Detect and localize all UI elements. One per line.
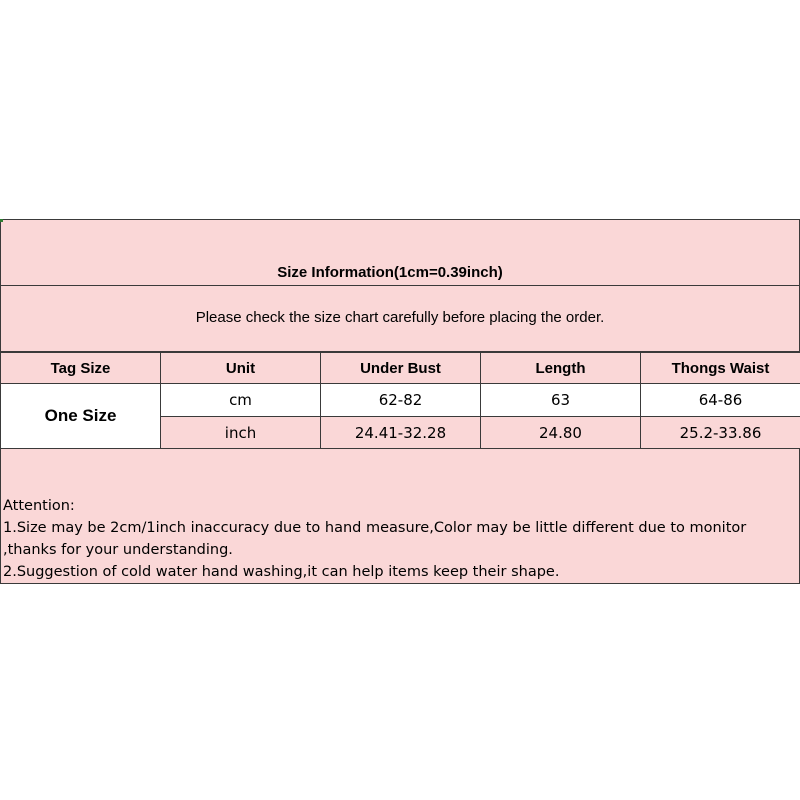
length-cell: 63 bbox=[481, 384, 641, 417]
size-chart-note: Please check the size chart carefully before placing the order. bbox=[195, 309, 605, 326]
size-table bbox=[0, 352, 800, 449]
note-row bbox=[0, 286, 800, 352]
attention-heading: Attention: bbox=[3, 498, 75, 514]
header-under-bust: Under Bust bbox=[321, 353, 481, 384]
length-cell: 24.80 bbox=[481, 417, 641, 449]
table-row bbox=[1, 384, 800, 417]
size-chart bbox=[0, 219, 800, 584]
attention-block bbox=[3, 495, 793, 583]
header-unit: Unit bbox=[161, 353, 321, 384]
table-header-row bbox=[1, 353, 800, 384]
attention-line: ,thanks for your understanding. bbox=[3, 542, 233, 558]
under-bust-cell: 62-82 bbox=[321, 384, 481, 417]
header-length: Length bbox=[481, 353, 641, 384]
header-tag-size: Tag Size bbox=[1, 353, 161, 384]
thongs-waist-cell: 64-86 bbox=[641, 384, 800, 417]
attention-line: 1.Size may be 2cm/1inch inaccuracy due to hand measure,Color may be little different due to monitor bbox=[3, 520, 747, 536]
under-bust-cell: 24.41-32.28 bbox=[321, 417, 481, 449]
size-info-title: Size Information(1cm=0.39inch) bbox=[277, 264, 503, 281]
tag-size-cell: One Size bbox=[1, 384, 161, 449]
attention-line: 2.Suggestion of cold water hand washing,it can help items keep their shape. bbox=[3, 564, 560, 580]
unit-cell: cm bbox=[161, 384, 321, 417]
thongs-waist-cell: 25.2-33.86 bbox=[641, 417, 800, 449]
title-row bbox=[0, 219, 800, 286]
unit-cell: inch bbox=[161, 417, 321, 449]
header-thongs-waist: Thongs Waist bbox=[641, 353, 800, 384]
